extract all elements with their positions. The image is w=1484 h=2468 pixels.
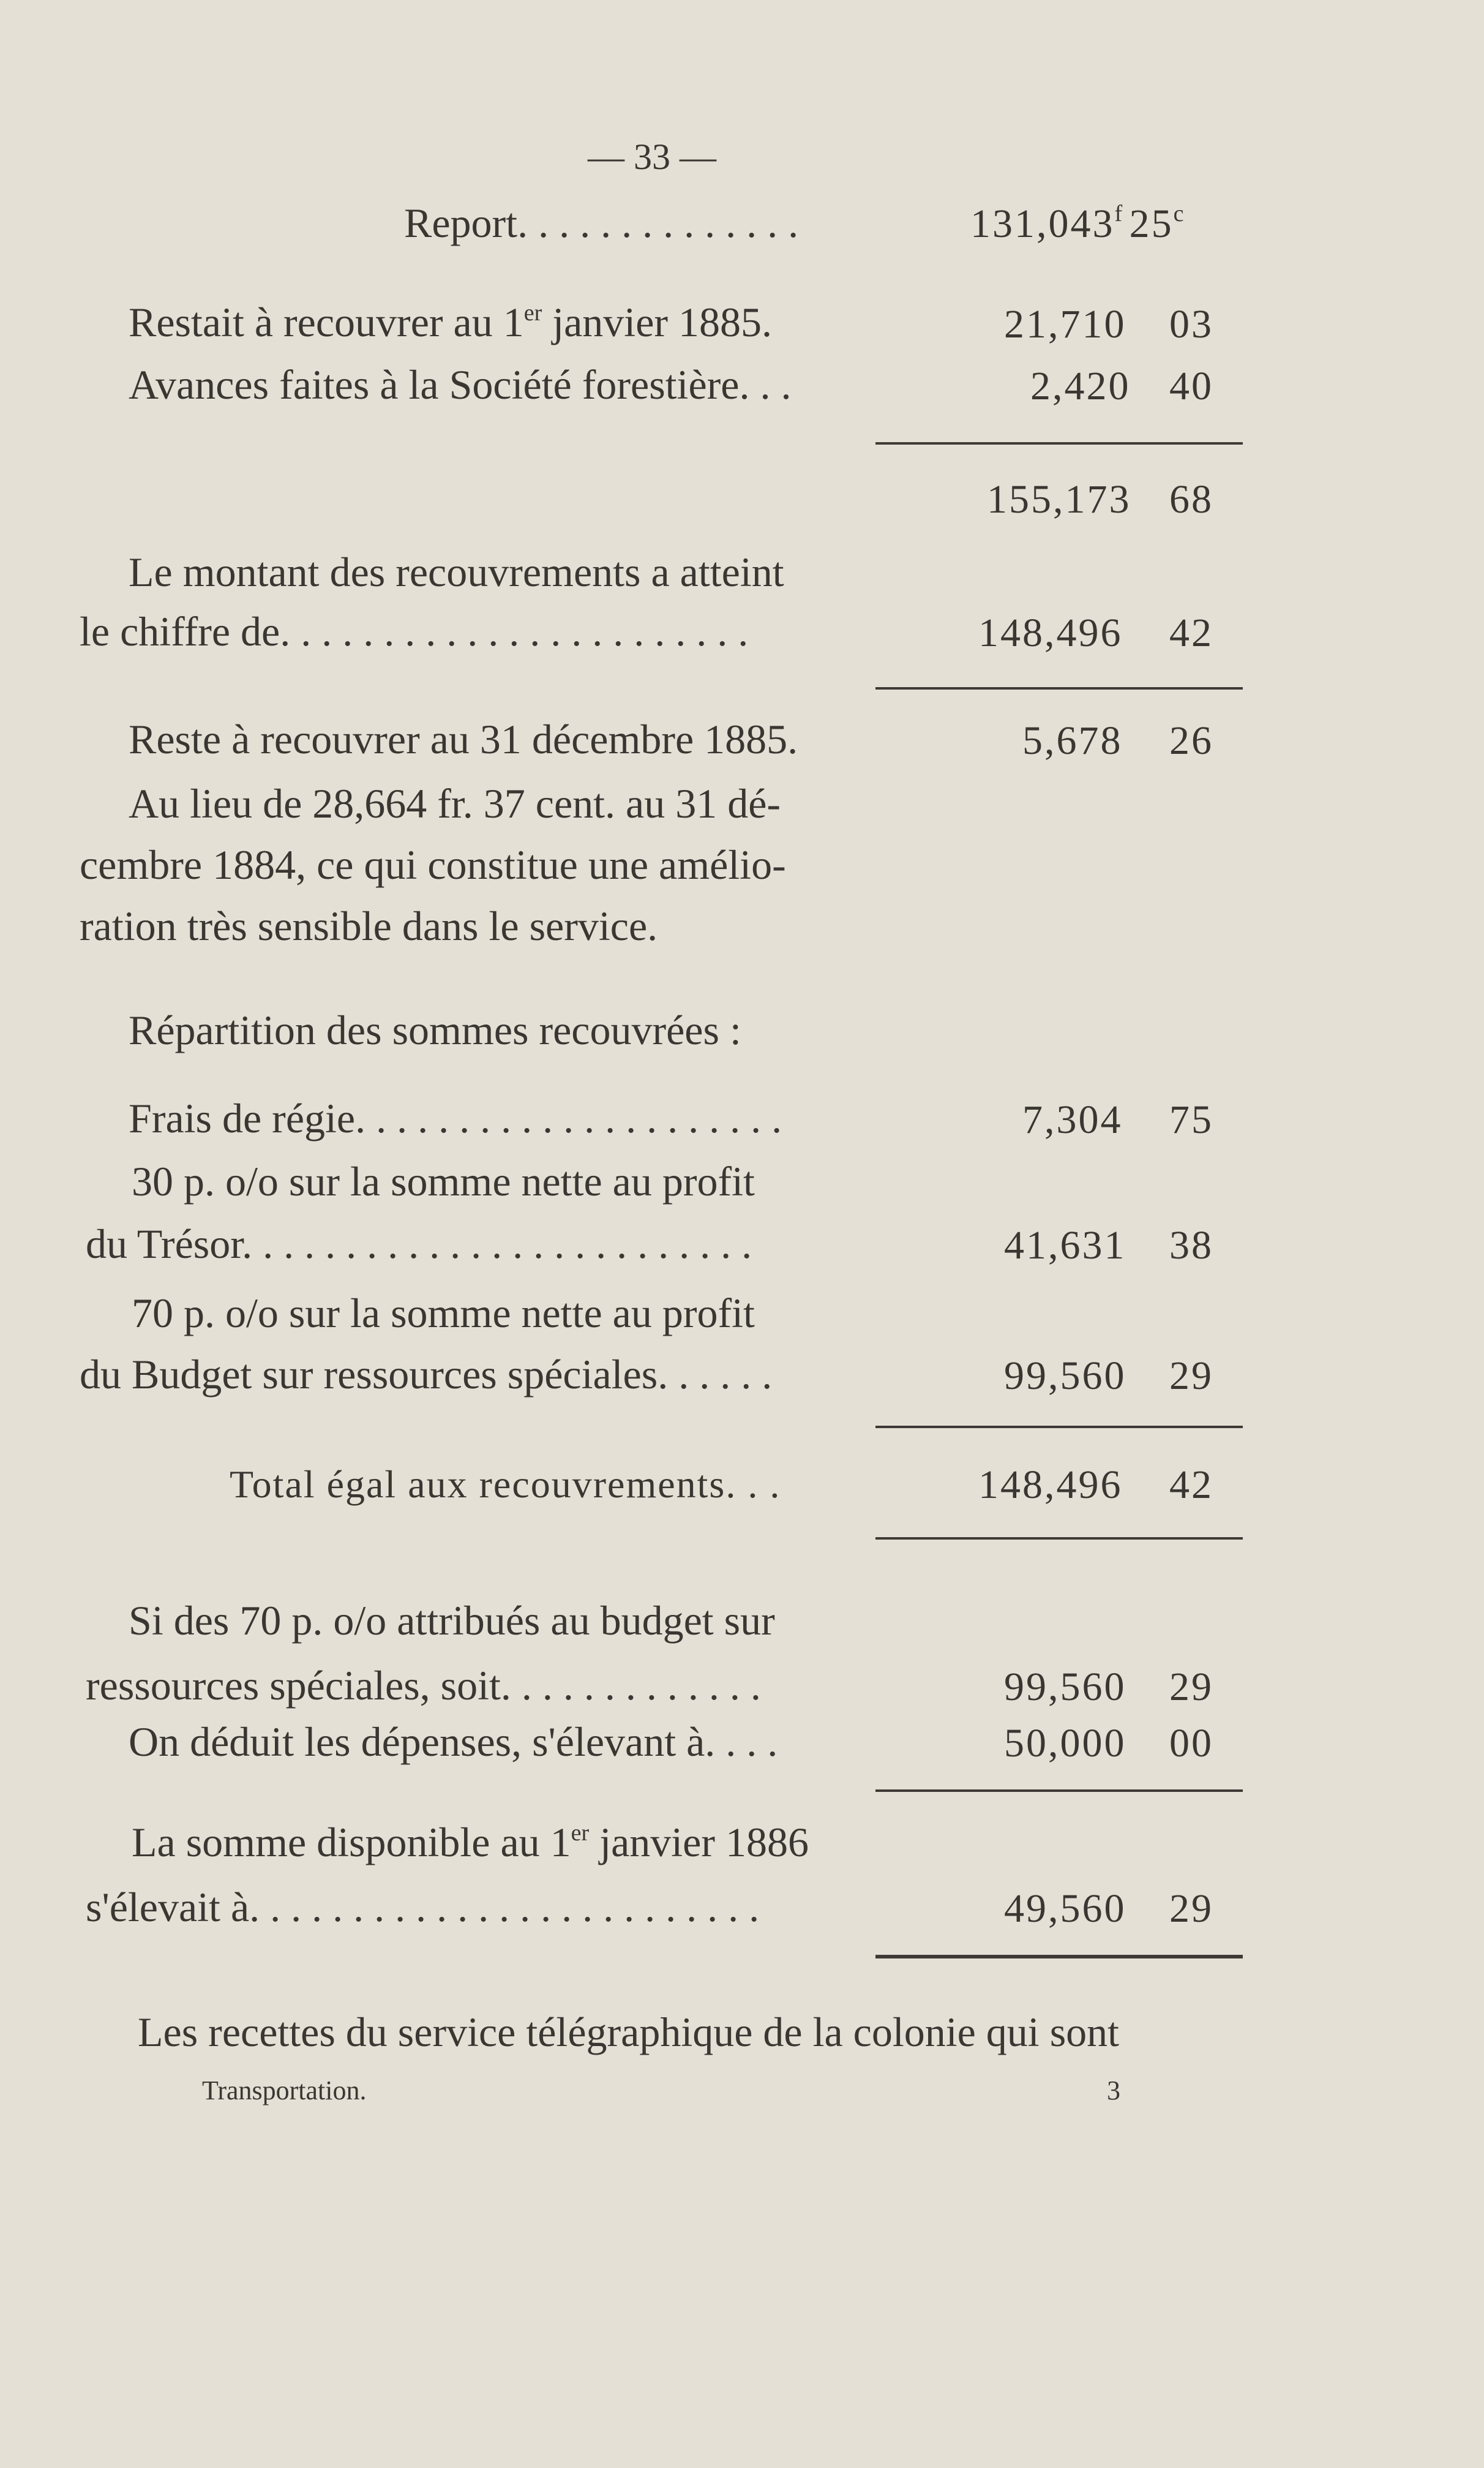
si-centimes: 29 bbox=[1169, 1665, 1213, 1709]
centime-sign: c bbox=[1173, 201, 1186, 227]
montant-line-1: Le montant des recouvrements a atteint bbox=[129, 549, 784, 595]
total1-centimes: 68 bbox=[1169, 477, 1213, 522]
closing-line: Les recettes du service télégraphique de la colonie qui sont bbox=[138, 2009, 1120, 2055]
franc-sign: f bbox=[1114, 201, 1125, 227]
trente-line-1: 30 p. o/o sur la somme nette au profit bbox=[132, 1158, 755, 1205]
la-somme-line-1: La somme disponible au 1er janvier 1886 bbox=[132, 1819, 809, 1865]
montant-centimes: 42 bbox=[1169, 611, 1213, 655]
aulieu-line-3: ration très sensible dans le service. bbox=[80, 903, 658, 949]
frais-centimes: 75 bbox=[1169, 1097, 1213, 1142]
sum-rule bbox=[875, 1537, 1243, 1540]
avances-centimes: 40 bbox=[1169, 364, 1213, 408]
la-somme-centimes: 29 bbox=[1169, 1886, 1213, 1931]
reste-centimes: 26 bbox=[1169, 718, 1213, 763]
trente-line-2: du Trésor. . . . . . . . . . . . . . . . . . . . . . . . . bbox=[86, 1221, 752, 1267]
si-line-1: Si des 70 p. o/o attribués au budget sur bbox=[129, 1597, 775, 1644]
restait-centimes: 03 bbox=[1169, 302, 1213, 347]
sum-rule bbox=[875, 442, 1243, 445]
sum-rule-double bbox=[875, 1955, 1243, 1958]
on-deduit-centimes: 00 bbox=[1169, 1721, 1213, 1766]
repartition-heading: Répartition des sommes recouvrées : bbox=[129, 1007, 741, 1053]
sum-rule bbox=[875, 1789, 1243, 1792]
total-egal-centimes: 42 bbox=[1169, 1462, 1213, 1507]
montant-francs: 148,496 bbox=[978, 611, 1123, 655]
on-deduit-francs: 50,000 bbox=[1004, 1721, 1126, 1766]
sum-rule bbox=[875, 687, 1243, 690]
reste-francs: 5,678 bbox=[1022, 718, 1123, 763]
on-deduit-label: On déduit les dépenses, s'élevant à. . . . bbox=[129, 1718, 778, 1765]
septante-line-1: 70 p. o/o sur la somme nette au profit bbox=[132, 1290, 755, 1336]
aulieu-line-1: Au lieu de 28,664 fr. 37 cent. au 31 dé- bbox=[129, 780, 781, 827]
report-label: Report. . . . . . . . . . . . . . bbox=[404, 200, 799, 246]
footer-sheet-number: 3 bbox=[1107, 2075, 1120, 2105]
restait-label: Restait à recouvrer au 1er janvier 1885. bbox=[129, 299, 773, 345]
septante-line-2: du Budget sur ressources spéciales. . . . . . bbox=[80, 1351, 773, 1398]
avances-label: Avances faites à la Société forestière. . . bbox=[129, 361, 792, 408]
septante-centimes: 29 bbox=[1169, 1353, 1213, 1398]
total1-francs: 155,173 bbox=[987, 477, 1131, 522]
page-number: — 33 — bbox=[588, 137, 716, 177]
la-somme-line-2: s'élevait à. . . . . . . . . . . . . . . . . . . . . . . . . bbox=[86, 1884, 760, 1930]
reste-label: Reste à recouvrer au 31 décembre 1885. bbox=[129, 716, 798, 762]
aulieu-line-2: cembre 1884, ce qui constitue une amélio- bbox=[80, 841, 786, 888]
frais-label: Frais de régie. . . . . . . . . . . . . . . . . . . . . bbox=[129, 1095, 782, 1142]
si-line-2: ressources spéciales, soit. . . . . . . . . . . . . bbox=[86, 1662, 761, 1709]
avances-francs: 2,420 bbox=[1030, 364, 1131, 408]
frais-francs: 7,304 bbox=[1022, 1097, 1123, 1142]
sum-rule bbox=[875, 1426, 1243, 1428]
total-egal-label: Total égal aux recouvrements. . . bbox=[230, 1462, 781, 1506]
report-francs: 131,043 bbox=[970, 201, 1115, 246]
trente-centimes: 38 bbox=[1169, 1223, 1213, 1268]
si-francs: 99,560 bbox=[1004, 1665, 1126, 1709]
report-amount bbox=[970, 201, 1186, 246]
montant-line-2: le chiffre de. . . . . . . . . . . . . . . . . . . . . . . bbox=[80, 608, 749, 655]
la-somme-francs: 49,560 bbox=[1004, 1886, 1126, 1931]
septante-francs: 99,560 bbox=[1004, 1353, 1126, 1398]
total-egal-francs: 148,496 bbox=[978, 1462, 1123, 1507]
footer-signature: Transportation. bbox=[202, 2075, 367, 2105]
report-centimes: 25 bbox=[1129, 201, 1174, 246]
restait-francs: 21,710 bbox=[1004, 302, 1126, 347]
trente-francs: 41,631 bbox=[1004, 1223, 1126, 1268]
